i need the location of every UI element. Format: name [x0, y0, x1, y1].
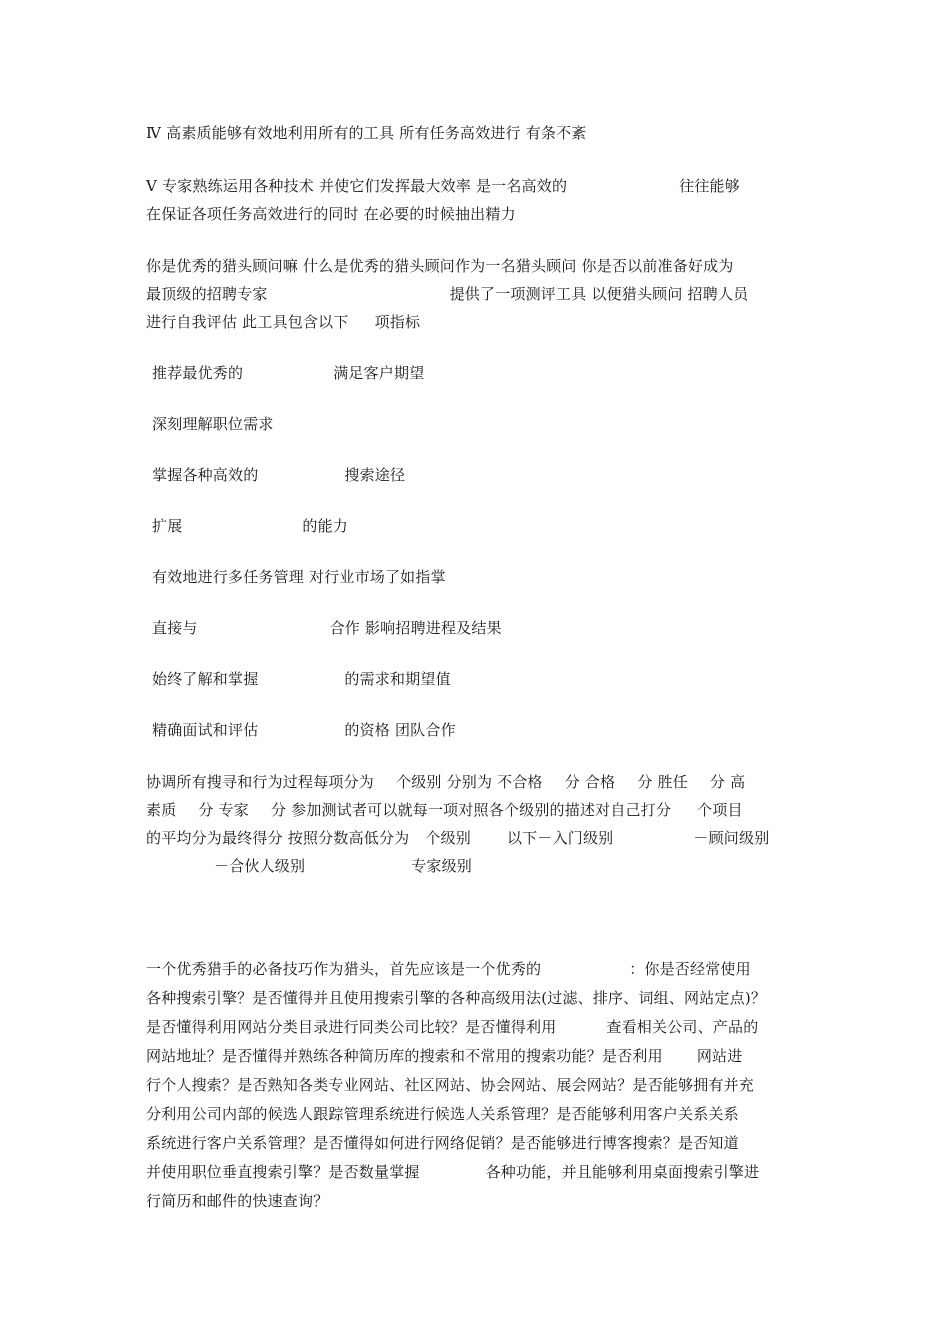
scoring-text: 以下－入门级别	[506, 829, 614, 847]
indicator-text-b: 的需求和期望值	[344, 670, 451, 688]
skills-line-7	[146, 1133, 739, 1153]
indicator-item	[152, 567, 446, 587]
level-v-text-b: 往往能够	[679, 177, 740, 195]
scoring-line-3	[146, 828, 769, 848]
indicator-text-b: 合作 影响招聘进程及结果	[329, 619, 502, 637]
skills-line-9	[146, 1191, 328, 1211]
level-v-text-2: 在保证各项任务高效进行的同时 在必要的时候抽出精力	[146, 205, 516, 223]
level-v-line-2	[146, 204, 516, 224]
skills-text: 各种搜索引擎？是否懂得并且使用搜索引擎的各种高级用法(过滤、排序、词组、网站定点)？	[146, 989, 767, 1007]
indicator-text-a: 有效地进行多任务管理 对行业市场了如指掌	[152, 568, 446, 586]
indicator-text-b: 满足客户期望	[333, 364, 425, 382]
indicator-text-a: 直接与	[152, 619, 198, 637]
scoring-line-4	[146, 856, 472, 876]
skills-line-5	[146, 1075, 754, 1095]
skills-line-3	[146, 1017, 758, 1037]
skills-line-2	[146, 988, 766, 1008]
skills-text: 行简历和邮件的快速查询？	[146, 1192, 329, 1210]
scoring-text: 分 专家	[198, 801, 249, 819]
level-iv-line	[146, 123, 587, 143]
indicator-text-b: 的资格 团队合作	[344, 721, 456, 739]
skills-text: 分利用公司内部的候选人跟踪管理系统进行候选人关系管理？是否能够利用客户关系关系	[146, 1105, 739, 1123]
intro-line-2	[146, 284, 748, 304]
scoring-text: 个级别 分别为 不合格	[396, 773, 543, 791]
indicator-text-a: 推荐最优秀的	[152, 364, 244, 382]
indicator-text-a: 精确面试和评估	[152, 721, 259, 739]
skills-text: 一个优秀猎手的必备技巧作为猎头，首先应该是一个优秀的	[146, 960, 542, 978]
scoring-text: 个级别	[425, 829, 471, 847]
intro-text-2a: 最顶级的招聘专家	[146, 285, 268, 303]
intro-text-2b: 提供了一项测评工具 以便猎头顾问 招聘人员	[449, 285, 749, 303]
indicator-text-a: 掌握各种高效的	[152, 466, 259, 484]
level-iv-text: Ⅳ 高素质能够有效地利用所有的工具 所有任务高效进行 有条不紊	[146, 124, 587, 142]
level-v-text-a: Ⅴ 专家熟练运用各种技术 并使它们发挥最大效率 是一名高效的	[146, 177, 568, 195]
skills-text: 查看相关公司、产品的	[606, 1018, 759, 1036]
scoring-text: 分 高	[709, 773, 746, 791]
skills-text: 并使用职位垂直搜索引擎？是否数量掌握	[146, 1163, 420, 1181]
skills-text: 行个人搜索？是否熟知各类专业网站、社区网站、协会网站、展会网站？是否能够拥有并充	[146, 1076, 755, 1094]
indicator-item	[152, 720, 456, 740]
skills-text: 网站地址？是否懂得并熟练各种简历库的搜索和不常用的搜索功能？是否利用	[146, 1047, 663, 1065]
scoring-text: －顾问级别	[693, 829, 770, 847]
indicator-text-a: 始终了解和掌握	[152, 670, 259, 688]
indicator-text-a: 深刻理解职位需求	[152, 415, 274, 433]
skills-text: 是否懂得利用网站分类目录进行同类公司比较？是否懂得利用	[146, 1018, 557, 1036]
intro-text-1: 你是优秀的猎头顾问嘛 什么是优秀的猎头顾问作为一名猎头顾问 你是否以前准备好成为	[146, 257, 734, 275]
scoring-text: 素质	[146, 801, 177, 819]
indicator-item	[152, 363, 424, 383]
scoring-line-1	[146, 772, 745, 792]
indicator-text-a: 扩展	[152, 517, 183, 535]
indicator-item	[152, 618, 502, 638]
scoring-text: 分 胜任	[637, 773, 688, 791]
scoring-text: 专家级别	[411, 857, 473, 875]
indicator-item	[152, 669, 451, 689]
skills-line-8	[146, 1162, 759, 1182]
skills-text: 网站进	[696, 1047, 743, 1065]
skills-line-4	[146, 1046, 742, 1066]
skills-text: 各种功能，并且能够利用桌面搜索引擎进	[485, 1163, 760, 1181]
skills-text: ：你是否经常使用	[629, 960, 751, 978]
level-v-line-1	[146, 176, 740, 196]
scoring-text: 的平均分为最终得分 按照分数高低分为	[146, 829, 410, 847]
indicator-item	[152, 414, 274, 434]
scoring-text: 协调所有搜寻和行为过程每项分为	[146, 773, 375, 791]
scoring-text: 分 合格	[564, 773, 616, 791]
indicator-text-b: 的能力	[302, 517, 349, 535]
scoring-text: －合伙人级别	[214, 857, 306, 875]
indicator-text-b: 搜索途径	[344, 466, 406, 484]
intro-line-1	[146, 256, 734, 276]
skills-line-1	[146, 959, 751, 979]
intro-line-3	[146, 312, 420, 332]
intro-text-3b: 项指标	[374, 313, 421, 331]
intro-text-3a: 进行自我评估 此工具包含以下	[146, 313, 349, 331]
scoring-text: 个项目	[697, 801, 743, 819]
scoring-line-2	[146, 800, 743, 820]
indicator-item	[152, 516, 348, 536]
scoring-text: 分 参加测试者可以就每一项对照各个级别的描述对自己打分	[270, 801, 672, 819]
indicator-item	[152, 465, 405, 485]
skills-text: 系统进行客户关系管理？是否懂得如何进行网络促销？是否能够进行博客搜索？是否知道	[146, 1134, 739, 1152]
skills-line-6	[146, 1104, 739, 1124]
